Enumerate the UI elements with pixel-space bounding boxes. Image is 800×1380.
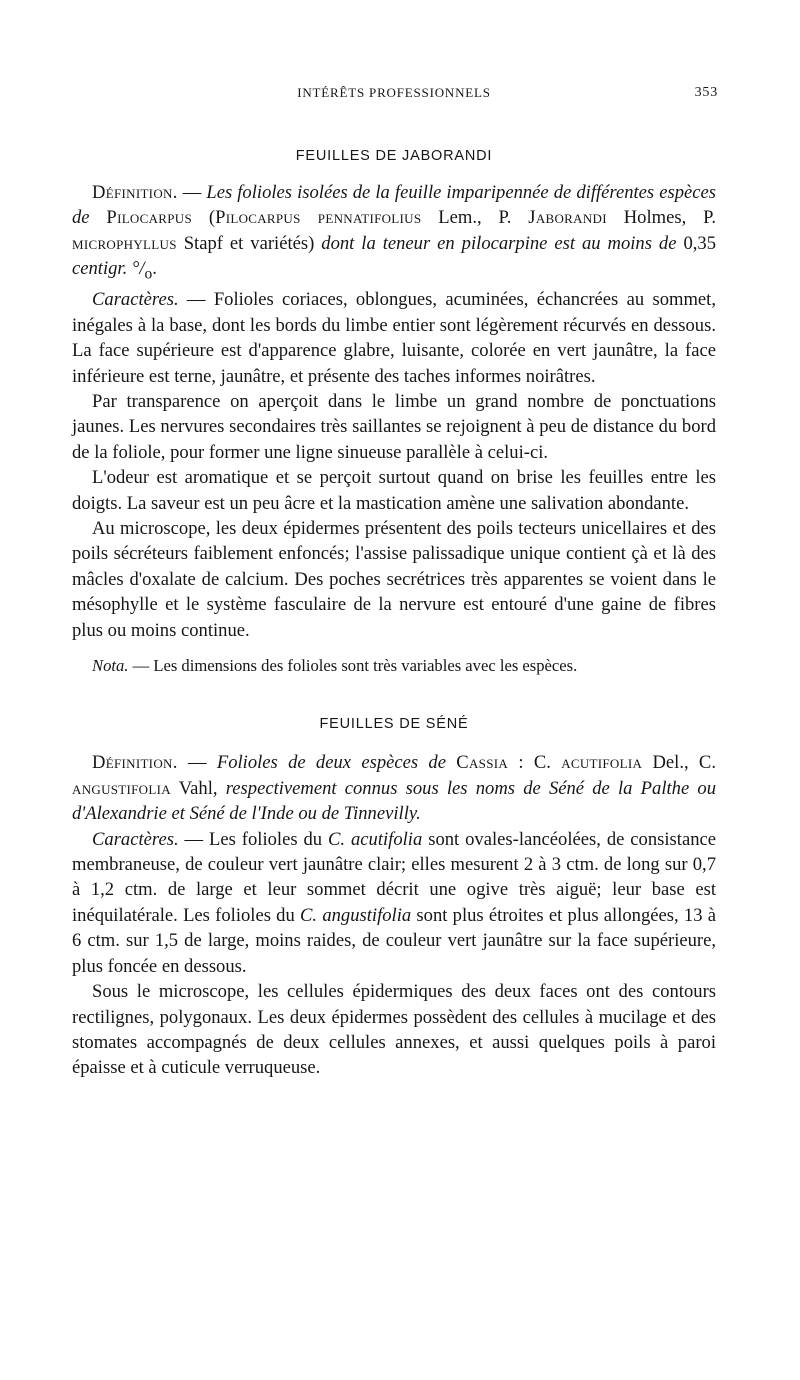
characters-label: Caractères.: [92, 828, 179, 850]
running-title: INTÉRÊTS PROFESSIONNELS: [297, 85, 491, 100]
odor-paragraph: L'odeur est aromatique et se perçoit surtout quand on brise les feuilles entre les doigts. La saveur est un peu âcre et la mastication amène une salivation abondante.: [72, 467, 716, 514]
nota-paragraph: Nota. — Les dimensions des folioles sont très variables avec les espèces.: [92, 656, 578, 676]
transparency-paragraph: Par transparence on aperçoit dans le limbe un grand nombre de ponctuations jaunes. Les nervures secondaires très saillantes se rejoignent à peu de distance du bord de la foliole, pour former une ligne sinueuse parallèle à celui-ci.: [72, 390, 716, 463]
running-header: [72, 74, 716, 100]
document-page: [72, 74, 716, 1081]
characters-paragraph: Caractères. — Les folioles du C. acutifolia sont ovales-lancéolées, de consistance membraneuse, de couleur vert jaunâtre clair; elles mesurent 2 à 3 ctm. de long sur 0,7 à 1,2 ctm. de large et leur sommet décrit une ogive très aiguë; leur base est inéquilatérale. Les folioles du C. angustifolia sont plus étroites et plus allongées, 13 à 6 ctm. sur 1,5 de large, moins raides, de couleur vert jaunâtre sur la face supérieure, plus foncée en dessous.: [72, 828, 716, 977]
nota-label: Nota.: [92, 656, 129, 676]
page-number: 353: [694, 85, 718, 100]
characters-label: Caractères.: [92, 289, 179, 311]
microscope-paragraph: Au microscope, les deux épidermes présentent des poils tecteurs unicellaires et des poils sécréteurs faiblement enfoncés; l'assise palissadique unique contient çà et là des mâcles d'oxalate de calcium. Des poches secrétrices très apparentes se voient dans le mésophylle et le système fasculaire de la nervure est entouré d'une gaine de fibres plus ou moins continue.: [72, 518, 716, 641]
definition-label: Définition.: [92, 752, 178, 774]
section-heading-sene: FEUILLES DE SÉNÉ: [319, 716, 469, 733]
characters-paragraph: Caractères. — Folioles coriaces, oblongues, acuminées, échancrées au sommet, inégales à la base, dont les bords du limbe entier sont légèrement récurvés en dessous. La face supérieure est d'apparence glabre, luisante, colorée en vert jaunâtre, la face inférieure est terne, jaunâtre, et présente des taches informes noirâtres.: [72, 289, 716, 387]
section-heading-jaborandi: FEUILLES DE JABORANDI: [295, 148, 493, 164]
definition-paragraph: Définition. — Les folioles isolées de la feuille imparipennée de différentes espèces de Pilocarpus (Pilocarpus pennatifolius Lem., P. Jaborandi Holmes, P. microphyllus Stapf et variétés) dont la teneur en pilocarpine est au moins de 0,35 centigr. $^\circ/_o$.: [72, 182, 717, 283]
section-jaborandi: [72, 146, 716, 678]
section-sene: [72, 714, 716, 1080]
definition-paragraph: Définition. — Folioles de deux espèces de Cassia : C. acutifolia Del., C. angustifolia Vahl, respectivement connus sous les noms de Séné de la Palthe ou d'Alexandrie et Séné de l'Inde ou de Tinnevilly.: [72, 752, 716, 825]
definition-label: Définition.: [92, 182, 178, 203]
microscope-paragraph: Sous le microscope, les cellules épidermiques des deux faces ont des contours rectilignes, polygonaux. Les deux épidermes possèdent des cellules à mucilage et des stomates accompagnés de deux cellules annexes, et aussi quelques poils à paroi épaisse et à cuticule verruqueuse.: [72, 981, 716, 1079]
